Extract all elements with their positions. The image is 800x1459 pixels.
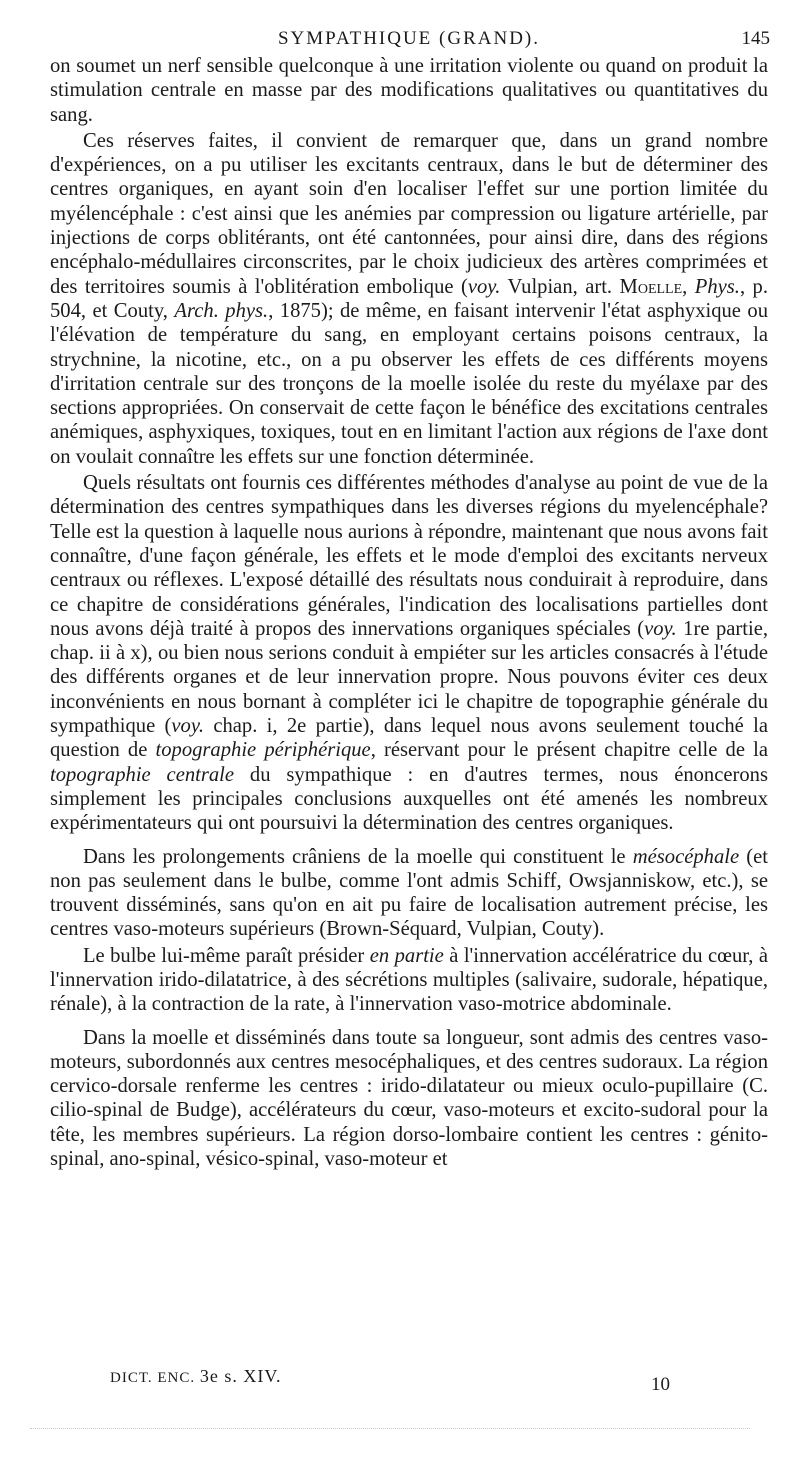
printer-signature: [110, 1366, 282, 1387]
italic-run: topographie centrale: [50, 763, 235, 786]
small-caps-run: Moelle: [619, 275, 683, 298]
italic-run: en partie: [369, 944, 444, 967]
text-run: , 1875); de même, en faisant intervenir l'état asphyxique ou l'élévation de température du sang, en employant certains poisons centraux, la strychnine, la nicotine, etc., on a pu observer les effets de ces différents moyens d'irritation centrale sur des tronçons de la moelle isolée du reste du myélaxe par des sections appropriées. On conservait de cette façon le bénéfice des excitations centrales anémiques, asphyxiques, toxiques, tout en en limitant l'action aux régions de l'axe dont on voulait connaître les effets sur une fonction déterminée.: [50, 299, 768, 468]
italic-run: Arch. phys.: [174, 299, 269, 322]
text-run: chap. i, 2e partie), dans lequel nous avons seulement touché la question de: [50, 715, 768, 762]
text-run: Ces réserves faites, il convient de remarquer que, dans un grand nombre d'expériences, on a pu utiliser les excitants centraux, dans le but de déterminer des centres organiques, en ayant soin d'en localiser l'effet sur une portion limitée du myélencéphale : c'est ainsi que les anémies par compression ou ligature artérielle, par injections de corps oblitérants, ont été cantonnées, pour ainsi dire, dans des régions encéphalo-médullaires circonscrites, par le choix judicieux des artères comprimées et des territoires soumis à l'oblitération embolique (: [50, 129, 768, 298]
text-run: Le bulbe lui-même paraît présider: [82, 944, 370, 967]
running-title: SYMPATHIQUE (GRAND).: [277, 28, 541, 49]
text-run: 1re partie, chap. ii à x), ou bien nous serions conduit à empiéter sur les articles consacrés à l'étude des différents organes et de leur innervation propre. Nous pouvons éviter ces deux inconvénients en nous bornant à compléter ici le chapitre de topographie générale du sympathique (: [50, 617, 768, 738]
body-text: [50, 54, 768, 1171]
italic-run: Phys.: [694, 275, 740, 298]
italic-run: topographie périphérique: [155, 739, 371, 762]
text-run: Dans les prolongements crâniens de la moelle qui constituent le: [82, 845, 633, 868]
page-number: 145: [741, 28, 770, 49]
italic-run: voy.: [171, 715, 205, 738]
paragraph-1: on soumet un nerf sensible quelconque à une irritation violente ou quand on produit la stimulation centrale en masse par des modifications qualitatives ou quantitatives du sang.: [50, 55, 768, 126]
text-run: Quels résultats ont fournis ces différentes méthodes d'analyse au point de vue de la détermination des centres sympathiques dans les diverses régions du myelencéphale? Telle est la question à laquelle nous aurions à répondre, maintenant que nous avons fait connaître, d'une façon générale, les effets et le mode d'emploi des excitants nerveux centraux ou réflexes. L'exposé détaillé des résultats nous conduirait à reproduire, dans ce chapitre de considérations générales, l'indication des localisations partielles dont nous avons déjà traité à propos des innervations organiques spéciales (: [50, 472, 768, 640]
scan-artifact-line: [30, 1428, 750, 1429]
paragraph-4: [50, 845, 768, 942]
paragraph-2: [50, 129, 768, 469]
text-run: du sympathique : en d'autres termes, nous énoncerons simplement les principales conclusions auxquelles ont été amenés les nombreux expérimentateurs qui ont poursuivi la détermination des centres organiques.: [50, 763, 768, 835]
text-run: ,: [682, 275, 695, 298]
italic-run: voy.: [644, 617, 677, 640]
paragraph-6: Dans la moelle et disséminés dans toute sa longueur, sont admis des centres vaso-moteurs, subordonnés aux centres mesocéphaliques, et des centres sudoraux. La région cervico-dorsale renferme les centres : irido-dilatateur ou mieux oculo-pupillaire (C. cilio-spinal de Budge), accélérateurs du cœur, vaso-moteurs et excito-sudoral pour la tête, les membres supérieurs. La région dorso-lombaire contient les centres : génito-spinal, ano-spinal, vésico-spinal, vaso-moteur et: [50, 1026, 768, 1171]
page-header: [48, 28, 770, 56]
text-run: , p. 504, et Couty,: [50, 275, 768, 322]
text-run: , réservant pour le présent chapitre celle de la: [370, 739, 768, 762]
sheet-number: 10: [651, 1374, 670, 1395]
text-run: Vulpian, art.: [500, 275, 620, 298]
italic-run: voy.: [467, 275, 501, 298]
paragraph-3: [50, 471, 768, 835]
italic-run: mésocéphale: [632, 845, 740, 868]
signature-series: 3e s. XIV.: [199, 1366, 282, 1386]
signature-prefix: DICT. ENC.: [110, 1370, 200, 1386]
paragraph-5: [50, 944, 768, 1017]
text-run: à l'innervation accélératrice du cœur, à l'innervation irido-dilatatrice, à des sécrétions multiples (salivaire, sudorale, hépatique, rénale), à la contraction de la rate, à l'innervation vaso-motrice abdominale.: [50, 944, 769, 1016]
text-run: (et non pas seulement dans le bulbe, comme l'ont admis Schiff, Owsjanniskow, etc.), se trouvent disséminés, sans qu'on en ait pu faire de localisation autrement précise, les centres vaso-moteurs supérieurs (Brown-Séquard, Vulpian, Couty).: [50, 845, 768, 941]
page-footer: [110, 1366, 670, 1396]
